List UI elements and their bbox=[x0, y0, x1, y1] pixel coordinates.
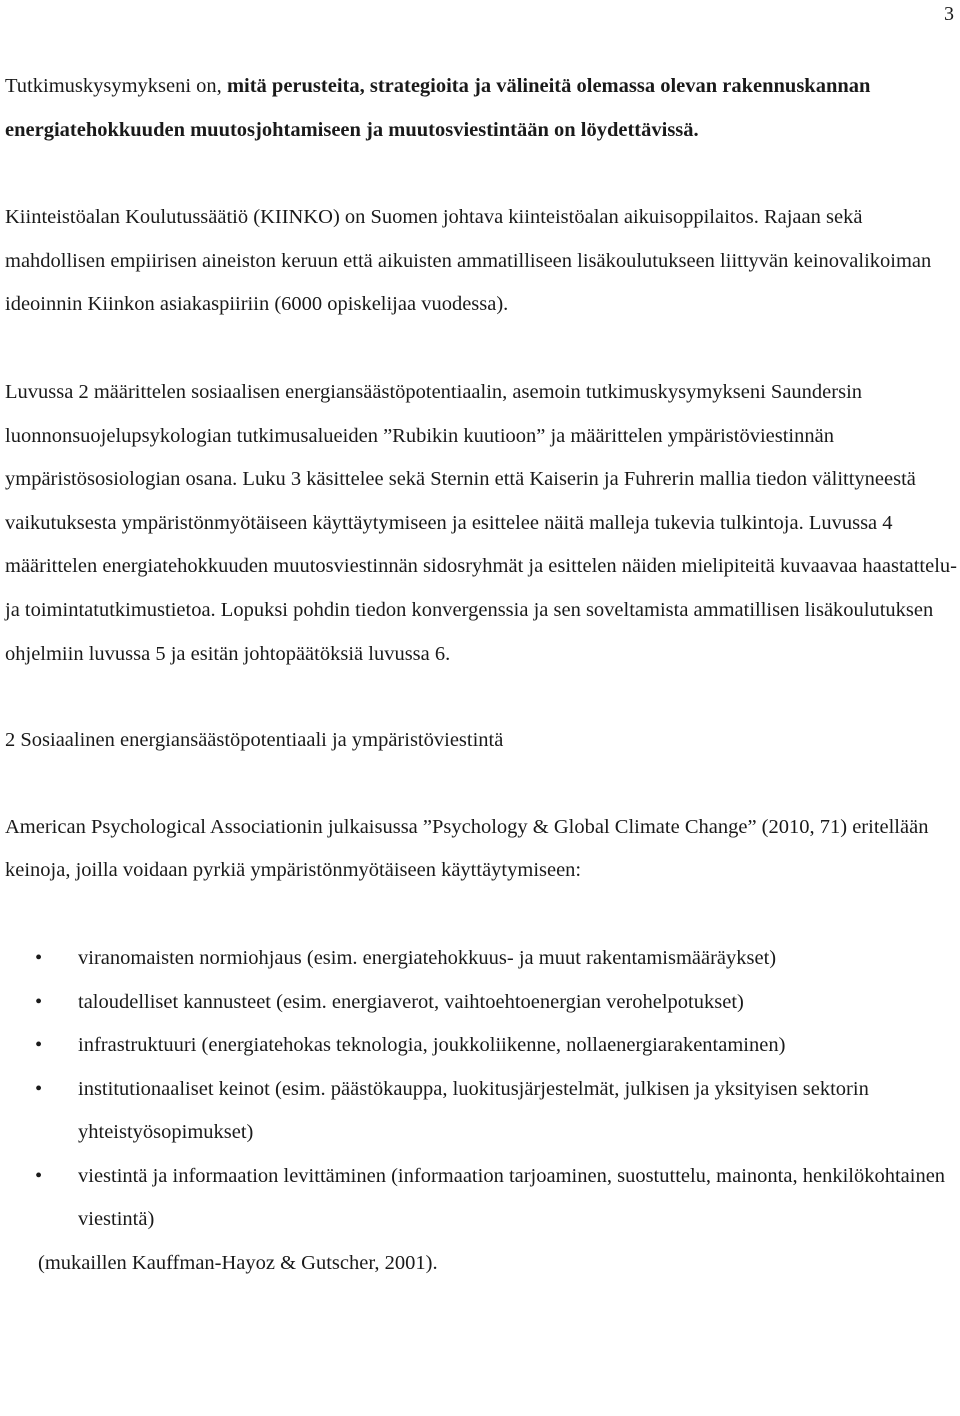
kiinko-paragraph: Kiinteistöalan Koulutussäätiö (KIINKO) on Suomen johtava kiinteistöalan aikuisoppilaitos. Rajaan sekä mahdollisen empiirisen aineiston keruun että aikuisten ammatilliseen lisäkoulutukseen liittyvän keinovalikoiman ideoinnin Kiinkon asiakaspiiriin (6000 opiskelijaa vuodessa). bbox=[5, 206, 932, 316]
bullet-icon: • bbox=[35, 1164, 43, 1187]
list-item bbox=[5, 1024, 957, 1068]
list-item-text: infrastruktuuri (energiatehokas teknologia, joukkoliikenne, nollaenergiarakentaminen) bbox=[78, 1034, 786, 1057]
list-item-text: viranomaisten normiohjaus (esim. energiatehokkuus- ja muut rakentamismääräykset) bbox=[78, 946, 777, 969]
list-item-text: viestintä ja informaation levittäminen (informaation tarjoaminen, suostuttelu, mainonta, henkilökohtainen viestintä) bbox=[78, 1164, 946, 1231]
list-item-text: taloudelliset kannusteet (esim. energiaverot, vaihtoehtoenergian verohelpotukset) bbox=[78, 990, 744, 1013]
research-question-lead: Tutkimuskysymykseni on, bbox=[5, 75, 227, 97]
measures-list bbox=[5, 937, 957, 1242]
bullet-icon: • bbox=[35, 946, 43, 969]
list-item bbox=[5, 1155, 957, 1242]
list-item bbox=[5, 937, 957, 981]
apa-paragraph: American Psychological Associationin julkaisussa ”Psychology & Global Climate Change” (2010, 71) eritellään keinoja, joilla voidaan pyrkiä ympäristönmyötäiseen käyttäytymiseen: bbox=[5, 815, 929, 882]
section-heading: 2 Sosiaalinen energiansäästöpotentiaali ja ympäristöviestintä bbox=[5, 729, 504, 752]
bullet-icon: • bbox=[35, 1077, 43, 1100]
bullet-icon: • bbox=[35, 990, 43, 1013]
page-number: 3 bbox=[944, 3, 954, 25]
list-item-text: institutionaaliset keinot (esim. päästökauppa, luokitusjärjestelmät, julkisen ja yksityisen sektorin yhteistyösopimukset) bbox=[78, 1077, 869, 1144]
source-note: (mukaillen Kauffman-Hayoz & Gutscher, 2001). bbox=[38, 1252, 438, 1275]
research-question-emphasis: mitä perusteita, strategioita ja välineitä olemassa olevan rakennuskannan energiatehokkuuden muutosjohtamiseen ja muutosviestintään on löydettävissä. bbox=[5, 75, 871, 141]
bullet-icon: • bbox=[35, 1034, 43, 1057]
list-item bbox=[5, 981, 957, 1025]
document-body bbox=[5, 65, 957, 1286]
research-question-paragraph bbox=[5, 65, 957, 152]
outline-paragraph: Luvussa 2 määrittelen sosiaalisen energiansäästöpotentiaalin, asemoin tutkimuskysymykseni Saundersin luonnonsuojelupsykologian tutkimusalueiden ”Rubikin kuutioon” ja määrittelen ympäristöviestinnän ympäristösosiologian osana. Luku 3 käsittelee sekä Sternin että Kaiserin ja Fuhrerin mallia tiedon välittyneestä vaikutuksesta ympäristönmyötäiseen käyttäytymiseen ja esittelee näitä malleja tukevia tulkintoja. Luvussa 4 määrittelen energiatehokkuuden muutosviestinnän sidosryhmät ja esittelen näiden mielipiteitä kuvaavaa haastattelu- ja toimintatutkimustietoa. Lopuksi pohdin tiedon konvergenssia ja sen soveltamista ammatillisen lisäkoulutuksen ohjelmiin luvussa 5 ja esitän johtopäätöksiä luvussa 6. bbox=[5, 380, 957, 665]
list-item bbox=[5, 1068, 957, 1155]
